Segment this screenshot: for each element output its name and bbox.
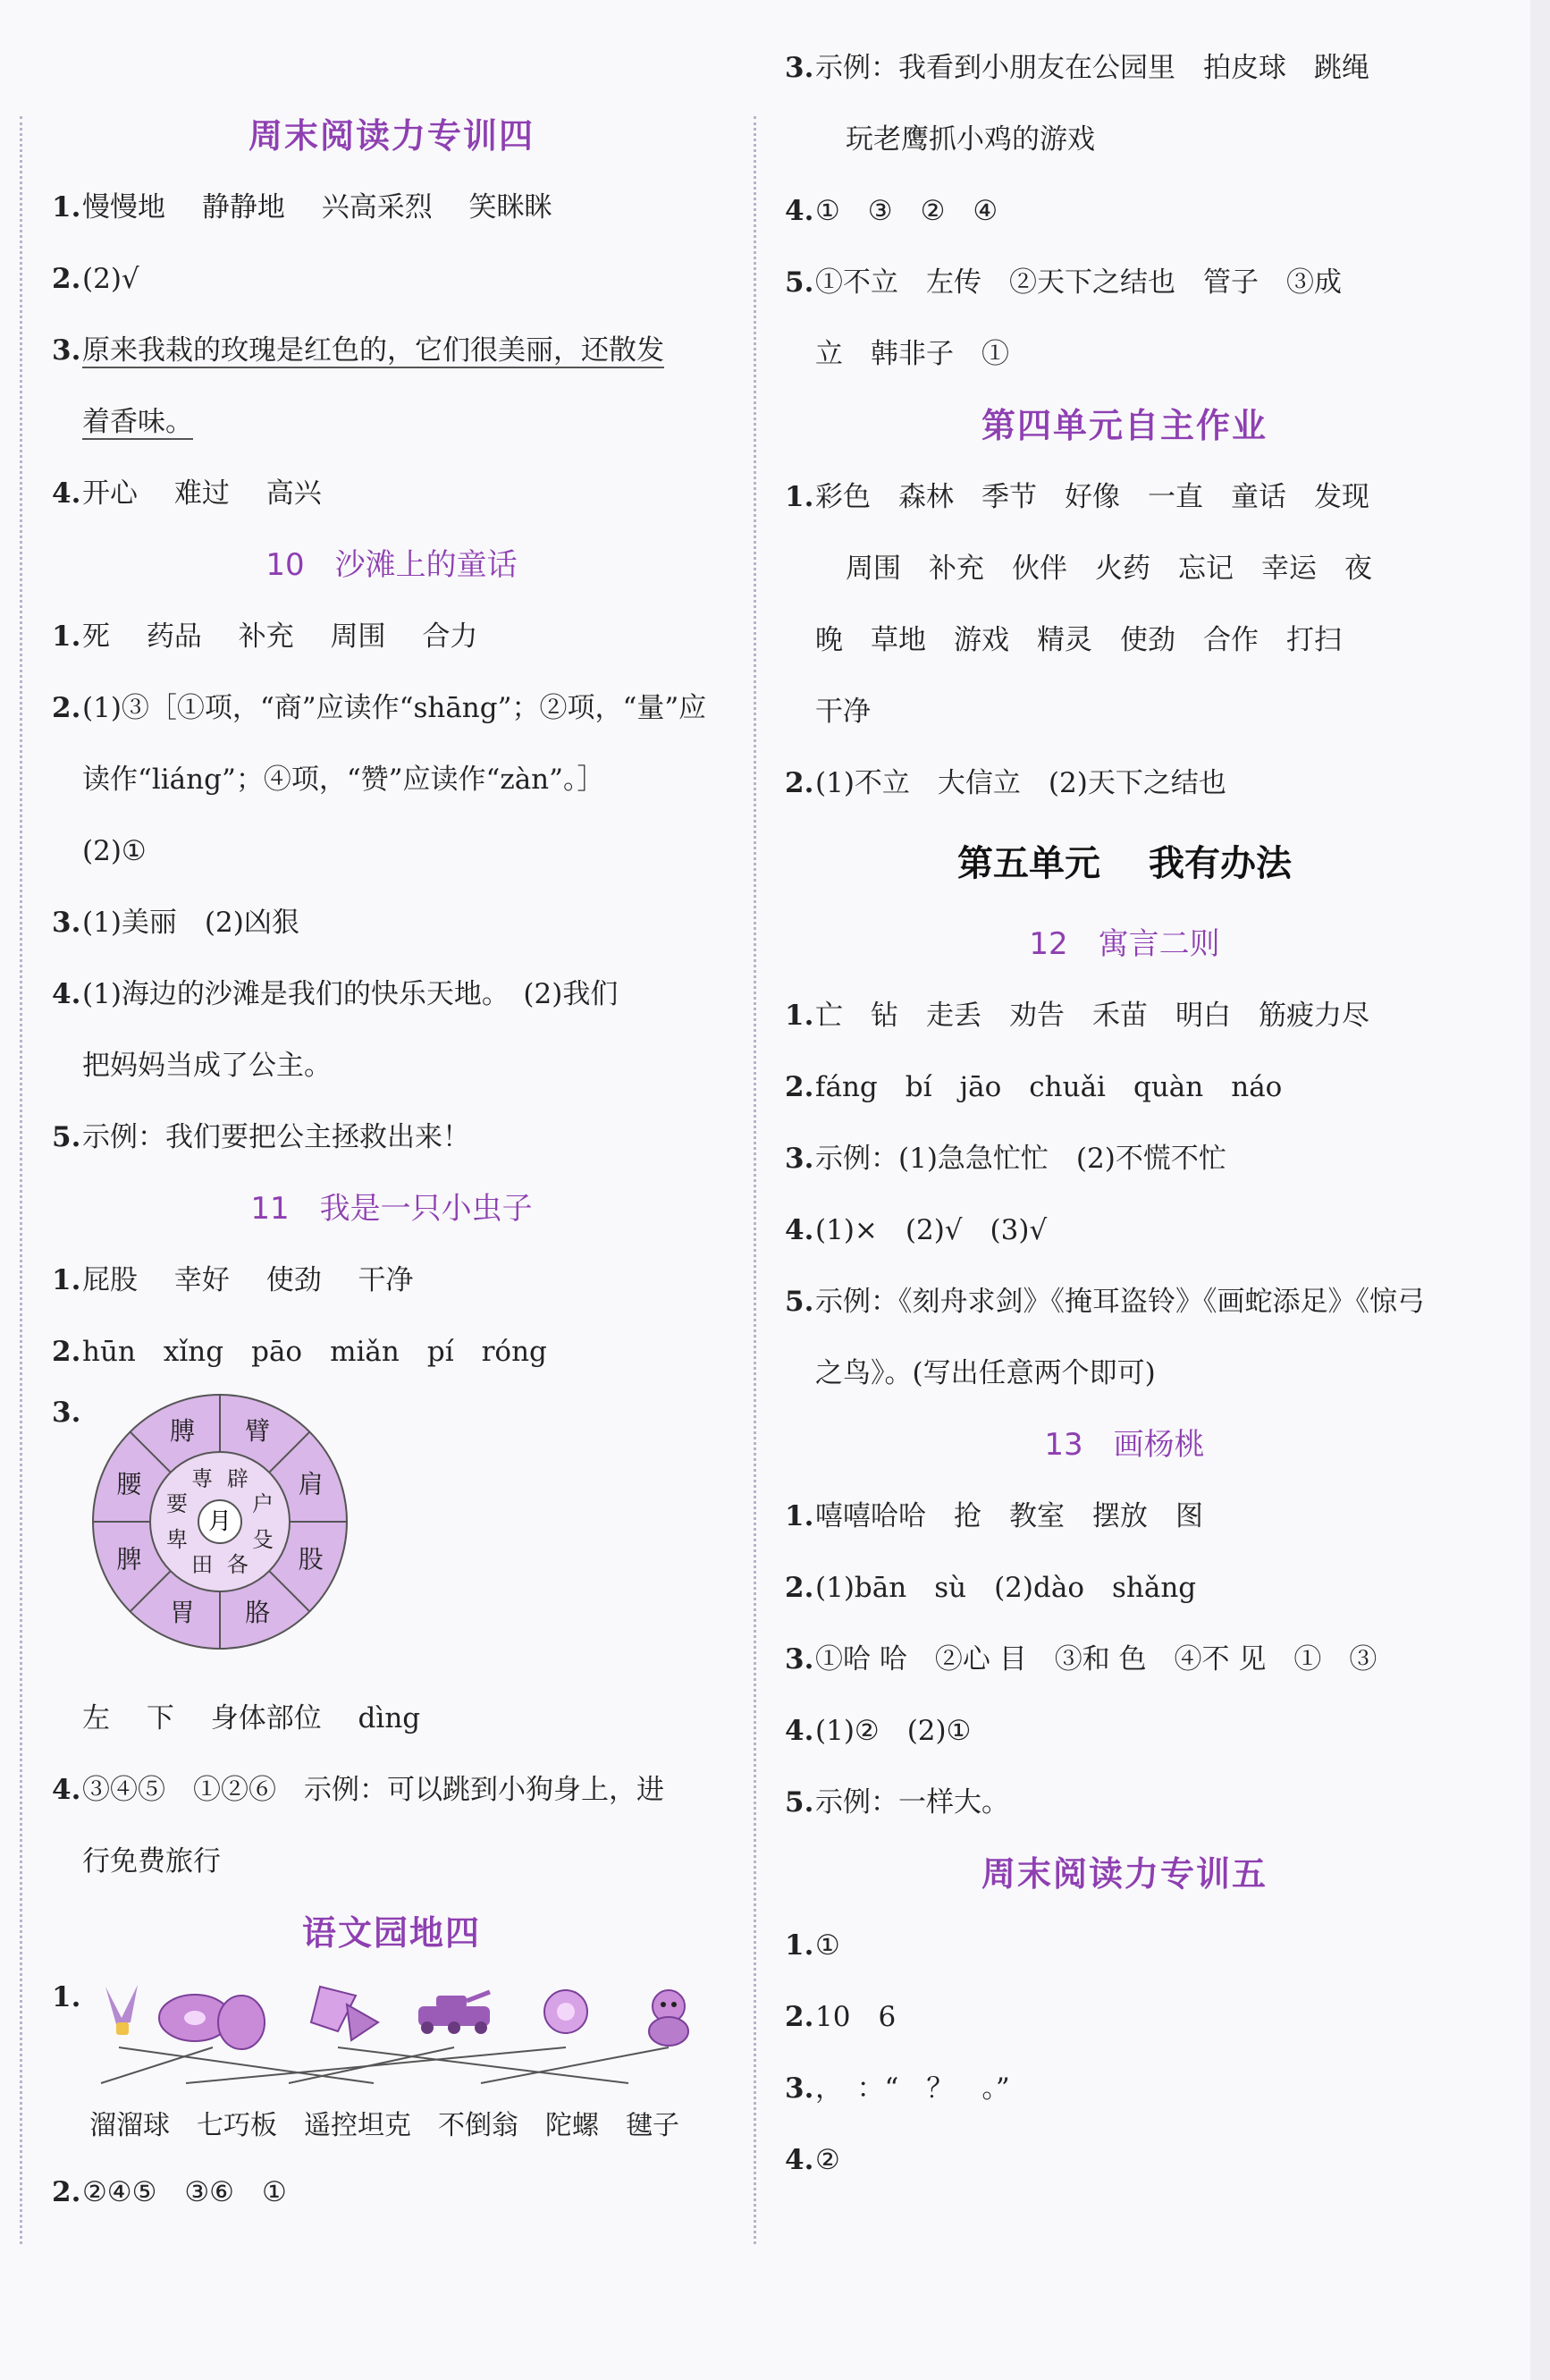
answer-line: 1.慢慢地 静静地 兴高采烈 笑眯眯 <box>52 191 552 224</box>
toy-matching-pictures: 1. <box>52 1969 731 2085</box>
answer-line: 4.③④⑤ ①②⑥ 示例：可以跳到小狗身上，进 <box>52 1774 664 1806</box>
page-edge <box>1530 0 1550 2380</box>
answer-line: 4.① ③ ② ④ <box>785 195 998 227</box>
unit-title-5: 第五单元 我有办法 <box>957 843 1292 884</box>
left-column <box>52 100 731 2228</box>
answer-line: 2.hūn xǐng pāo miǎn pí róng <box>52 1336 547 1368</box>
answer-line: 3.示例：(1)急急忙忙 (2)不慌不忙 <box>785 1143 1226 1175</box>
right-column <box>785 52 1464 2196</box>
matching-lines <box>101 2047 669 2083</box>
answer-line: 1.嘻嘻哈哈 抢 教室 摆放 图 <box>785 1500 1203 1532</box>
wheel-center-char: 月 <box>207 1508 232 1535</box>
answer-line: 4.(1)海边的沙滩是我们的快乐天地。 (2)我们 <box>52 978 619 1010</box>
answer-line: 2.(2)√ <box>52 263 139 295</box>
answer-line-cont: 着香味。 <box>82 406 193 438</box>
lesson-title-10: 10 沙滩上的童话 <box>265 547 518 583</box>
answer-line: 1.屁股 幸好 使劲 干净 <box>52 1264 414 1296</box>
answer-line: 2.(1)③［①项，“商”应读作“shāng”；②项，“量”应 <box>52 692 707 724</box>
answer-line-cont: 晚 草地 游戏 精灵 使劲 合作 打扫 <box>815 624 1342 656</box>
lesson-title-13: 13 画杨桃 <box>1044 1427 1205 1463</box>
yoyo-picture-icon <box>159 1995 265 2049</box>
answer-line-cont: 之鸟》。(写出任意两个即可) <box>815 1357 1156 1389</box>
answer-line: 4.② <box>785 2144 840 2176</box>
section-title-garden-4: 语文园地四 <box>301 1913 481 1953</box>
wheel-outer-char-6: 腰 <box>116 1469 142 1499</box>
wheel-outer-char-7: 膊 <box>169 1415 195 1446</box>
answer-line: 4.开心 难过 高兴 <box>52 477 322 510</box>
column-divider <box>754 116 756 2244</box>
answer-line-cont: 立 韩非子 ① <box>815 338 1009 370</box>
answer-line-cont: 周围 补充 伙伴 火药 忘记 幸运 夜 <box>846 553 1372 585</box>
answer-line: 3.(1)美丽 (2)凶狠 <box>52 907 299 939</box>
tumbler-doll-picture-icon <box>649 1990 688 2046</box>
wheel-inner-char-6: 要 <box>166 1491 188 1517</box>
answer-line: 1.死 药品 补充 周围 合力 <box>52 620 478 653</box>
answer-line: 5.示例：一样大。 <box>785 1786 1009 1819</box>
remote-tank-picture-icon <box>418 1992 490 2034</box>
answer-line-cont: 玩老鹰抓小鸡的游戏 <box>846 123 1095 156</box>
toy-name: 不倒翁 <box>438 2110 518 2141</box>
answer-line: 2.(1)bān sù (2)dào shǎng <box>785 1572 1197 1604</box>
toy-name: 陀螺 <box>545 2110 599 2141</box>
answer-line: 1.① <box>785 1929 840 1962</box>
character-wheel-question: 3. 臂 肩 股 胳 胃 脾 腰 膊 辟 户 殳 各 田 卑 要 専 月 <box>52 1388 731 1683</box>
answer-line-cont: 行免费旅行 <box>82 1845 221 1878</box>
section-title-unit4-homework: 第四单元自主作业 <box>981 406 1268 445</box>
toy-names-row <box>52 2085 731 2156</box>
wheel-outer-char-5: 脾 <box>116 1544 142 1574</box>
answer-line: 3.示例：我看到小朋友在公园里 拍皮球 跳绳 <box>785 52 1369 84</box>
wheel-inner-char-1: 户 <box>252 1491 274 1517</box>
wheel-inner-char-5: 卑 <box>166 1526 188 1552</box>
answer-line: 3.①哈 哈 ②心 目 ③和 色 ④不 见 ① ③ <box>785 1643 1377 1675</box>
wheel-inner-char-0: 辟 <box>226 1466 249 1491</box>
wheel-inner-char-3: 各 <box>226 1552 249 1577</box>
answer-line: 3.原来我栽的玫瑰是红色的，它们很美丽，还散发 <box>52 334 664 367</box>
toy-name: 遥控坦克 <box>304 2110 411 2141</box>
answer-line: 4.(1)× (2)√ (3)√ <box>785 1214 1048 1246</box>
answer-line: 2.10 6 <box>785 2001 897 2033</box>
left-margin-dotted-line <box>20 116 22 2244</box>
lesson-title-11: 11 我是一只小虫子 <box>250 1191 533 1227</box>
answer-line: 2.②④⑤ ③⑥ ① <box>52 2176 287 2208</box>
wheel-outer-char-0: 臂 <box>245 1415 271 1446</box>
answer-line: 3.， ：“ ？ 。” <box>785 2072 1010 2105</box>
wheel-inner-char-2: 殳 <box>252 1526 274 1552</box>
toy-name: 七巧板 <box>197 2110 277 2141</box>
spinning-top-picture-icon <box>544 1990 587 2033</box>
toy-name: 毽子 <box>626 2110 679 2141</box>
answer-line: 5.示例：《刻舟求剑》《掩耳盗铃》《画蛇添足》《惊弓 <box>785 1286 1425 1318</box>
answer-line: 2.(1)不立 大信立 (2)天下之结也 <box>785 767 1226 799</box>
answer-line: 1.亡 钻 走丢 劝告 禾苗 明白 筋疲力尽 <box>785 1000 1369 1032</box>
character-wheel <box>86 1388 354 1656</box>
answer-line: 4.(1)② (2)① <box>785 1715 972 1747</box>
wheel-outer-char-4: 胃 <box>169 1598 195 1628</box>
answer-line-cont: (2)① <box>82 835 147 867</box>
shuttlecock-picture-icon <box>105 1985 138 2035</box>
toy-pictures <box>52 1969 731 2085</box>
wheel-outer-char-3: 胳 <box>245 1598 271 1628</box>
answer-line: 5.示例：我们要把公主拯救出来！ <box>52 1121 470 1153</box>
wheel-inner-char-7: 専 <box>191 1466 214 1491</box>
answer-line: 2.fáng bí jāo chuǎi quàn náo <box>785 1071 1283 1103</box>
section-title-weekend-5: 周末阅读力专训五 <box>981 1854 1268 1894</box>
lesson-title-12: 12 寓言二则 <box>1029 926 1220 962</box>
section-title-weekend-4: 周末阅读力专训四 <box>248 116 535 156</box>
answer-line-cont: 读作“liáng”；④项，“赞”应读作“zàn”。］ <box>82 764 605 796</box>
answer-line: 5.①不立 左传 ②天下之结也 管子 ③成 <box>785 266 1342 299</box>
wheel-outer-char-2: 股 <box>298 1544 324 1574</box>
tangram-picture-icon <box>311 1987 378 2040</box>
answer-line-cont: 左 下 身体部位 dìng <box>82 1702 421 1734</box>
answer-line-cont: 干净 <box>815 696 871 728</box>
answer-line: 1.彩色 森林 季节 好像 一直 童话 发现 <box>785 481 1369 513</box>
wheel-outer-char-1: 肩 <box>298 1469 324 1499</box>
wheel-inner-char-4: 田 <box>191 1552 214 1577</box>
answer-line-cont: 把妈妈当成了公主。 <box>82 1050 332 1082</box>
toy-name: 溜溜球 <box>89 2110 170 2141</box>
